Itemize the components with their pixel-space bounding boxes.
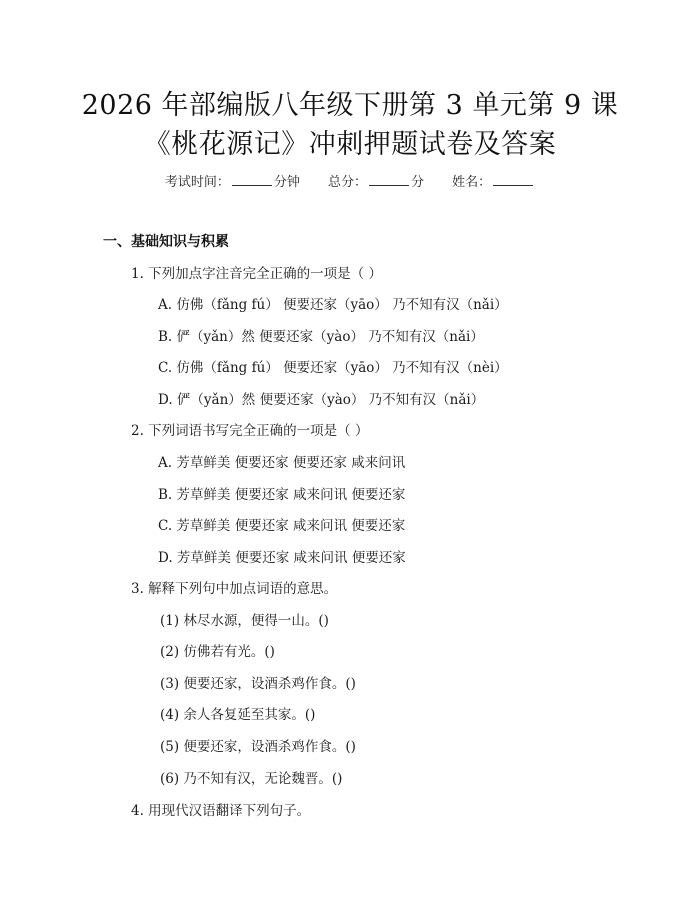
- q3-item-1: (1) 林尽水源，便得一山。(): [160, 613, 329, 629]
- score-field: [328, 175, 424, 190]
- score-blank: [369, 173, 409, 186]
- exam-title-line2: 《桃花源记》冲刺押题试卷及答案: [143, 129, 557, 160]
- score-unit: 分: [411, 175, 425, 190]
- q3-item-4: (4) 余人各复延至其家。(): [160, 707, 316, 723]
- name-blank: [493, 173, 533, 186]
- q2-option-a: A. 芳草鲜美 便要还家 便要还家 咸来问讯: [158, 455, 406, 471]
- q3-item-3: (3) 便要还家，设酒杀鸡作食。(): [160, 676, 356, 692]
- time-label: 考试时间：: [164, 175, 230, 190]
- q3-item-2: (2) 仿佛若有光。(): [160, 644, 275, 660]
- q1-option-c: C. 仿佛（fǎng fú） 便要还家（yāo） 乃不知有汉（nèi）: [158, 360, 508, 376]
- q3-item-5: (5) 便要还家，设酒杀鸡作食。(): [160, 739, 356, 755]
- q2-option-b: B. 芳草鲜美 便要还家 咸来问讯 便要还家: [158, 487, 406, 503]
- question-3: 3. 解释下列句中加点词语的意思。: [131, 581, 338, 597]
- q1-option-d: D. 俨（yǎn）然 便要还家（yào） 乃不知有汉（nǎi）: [158, 392, 485, 408]
- question-1: 1. 下列加点字注音完全正确的一项是（ ）: [131, 266, 382, 282]
- question-2: 2. 下列词语书写完全正确的一项是（ ）: [131, 423, 369, 439]
- name-field: [452, 175, 535, 190]
- time-blank: [232, 173, 272, 186]
- question-4: 4. 用现代汉语翻译下列句子。: [131, 803, 311, 819]
- name-label: 姓名：: [452, 175, 492, 190]
- q2-option-c: C. 芳草鲜美 便要还家 咸来问讯 便要还家: [158, 518, 406, 534]
- time-unit: 分钟: [273, 175, 300, 190]
- time-field: [165, 175, 300, 190]
- q1-option-a: A. 仿佛（fǎng fú） 便要还家（yāo） 乃不知有汉（nǎi）: [158, 297, 508, 313]
- exam-meta: [0, 171, 700, 190]
- q1-option-b: B. 俨（yǎn）然 便要还家（yào） 乃不知有汉（nǎi）: [158, 329, 484, 345]
- q2-option-d: D. 芳草鲜美 便要还家 咸来问讯 便要还家: [158, 550, 406, 566]
- score-label: 总分：: [327, 175, 367, 190]
- exam-title-line1: 2026 年部编版八年级下册第 3 单元第 9 课: [81, 90, 619, 121]
- section-heading: 一、基础知识与积累: [103, 234, 229, 250]
- q3-item-6: (6) 乃不知有汉，无论魏晋。(): [160, 771, 343, 787]
